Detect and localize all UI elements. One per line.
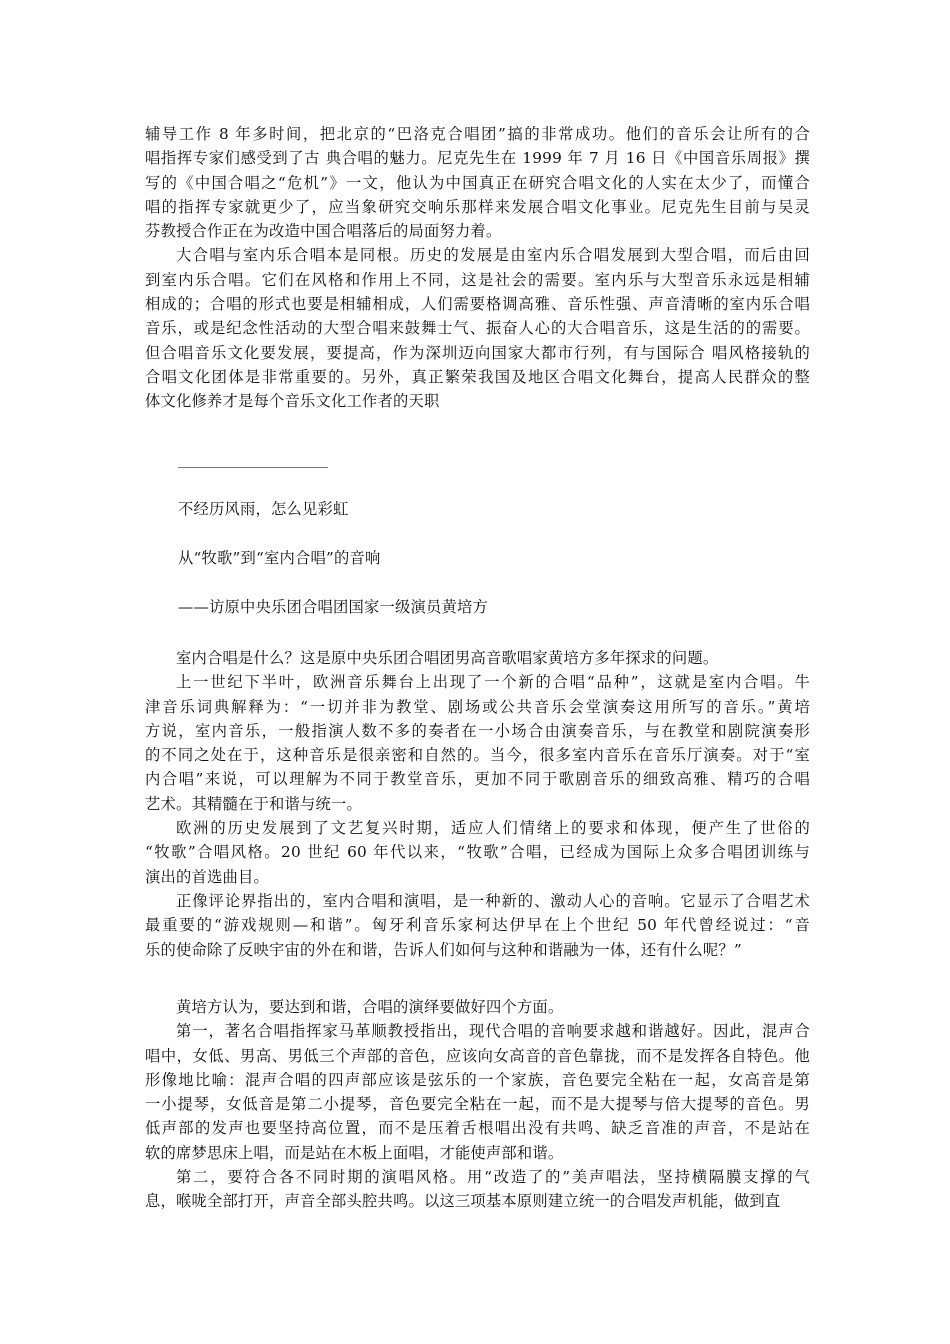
text-line: 第一，著名合唱指挥家马革顺教授指出，现代合唱的音响要求越和谐越好。因此，混声合 [176, 1022, 810, 1041]
text-line: 方说，室内音乐，一般指演人数不多的奏者在一小场合由演奏音乐，与在教堂和剧院演奏形 [145, 721, 810, 740]
text-line: 形像地比喻：混声合唱的四声部应该是弦乐的一个家族，音色要完全粘在一起，女高音是第 [145, 1070, 810, 1089]
text-line: 的不同之处在于，这种音乐是很亲密和自然的。当今，很多室内音乐在音乐厅演奏。对于“室 [145, 746, 810, 765]
text-line: 第二，要符合各不同时期的演唱风格。用“改造了的”美声唱法，坚持横隔膜支撑的气 [176, 1168, 810, 1187]
text-line: 一小提琴，女低音是第二小提琴，音色要完全粘在一起，而不是大提琴与倍大提琴的音色。男 [145, 1095, 810, 1114]
text-line: 音乐，或是纪念性活动的大型合唱来鼓舞士气、振奋人心的大合唱音乐，这是生活的的需要。 [145, 319, 810, 338]
text-line: 息，喉咙全部打开，声音全部头腔共鸣。以这三项基本原则建立统一的合唱发声机能，做到直 [145, 1192, 781, 1211]
paragraph [145, 646, 810, 670]
article-body [145, 646, 810, 962]
paragraph [145, 243, 810, 413]
paragraph [145, 670, 810, 816]
text-line: 最重要的“游戏规则—和谐”。匈牙利音乐家柯达伊早在上个世纪 50 年代曾经说过：“音 [145, 916, 810, 935]
article-title: 不经历风雨，怎么见彩虹 [178, 500, 349, 518]
paragraph [145, 995, 810, 1019]
text-line: 唱指挥专家们感受到了古 典合唱的魅力。尼克先生在 1999 年 7 月 16 日《中国音乐周报》撰 [145, 149, 810, 168]
article-byline: ——访原中央乐团合唱团国家一级演员黄培方 [178, 598, 488, 616]
text-line: 软的席梦思床上唱，而是站在木板上面唱，才能使声部和谐。 [145, 1143, 564, 1162]
text-line: 室内合唱是什么？这是原中央乐团合唱团男高音歌唱家黄培方多年探求的问题。 [176, 649, 719, 667]
text-line: 唱的指挥专家就更少了，应当象研究交响乐那样来发展合唱文化事业。尼克先生目前与吴灵 [145, 197, 810, 216]
paragraph [145, 122, 810, 243]
text-line: “牧歌”合唱风格。20 世纪 60 年代以来，“牧歌”合唱，已经成为国际上众多合唱团训练与 [145, 843, 810, 862]
text-line: 黄培方认为，要达到和谐，合唱的演绎要做好四个方面。 [176, 998, 564, 1016]
article-body-continued [145, 995, 810, 1214]
paragraph [145, 816, 810, 889]
text-line: 乐的使命除了反映宇宙的外在和谐，告诉人们如何与这种和谐融为一体，还有什么呢？” [145, 940, 742, 959]
text-line: 正像评论界指出的，室内合唱和演唱，是一种新的、激动人心的音响。它显示了合唱艺术 [176, 891, 810, 910]
text-line: 演出的首选曲目。 [145, 867, 269, 886]
section-divider [178, 467, 328, 468]
text-line: 但合唱音乐文化要发展，要提高，作为深圳迈向国家大都市行列，有与国际合 唱风格接轨的 [145, 343, 810, 362]
text-line: 欧洲的历史发展到了文艺复兴时期，适应人们情绪上的要求和体现，便产生了世俗的 [176, 819, 810, 838]
text-line: 艺术。其精髓在于和谐与统一。 [145, 794, 362, 813]
text-line: 合唱文化团体是非常重要的。另外，真正繁荣我国及地区合唱文化舞台，提高人民群众的整 [145, 367, 810, 386]
article-subtitle: 从“牧歌”到“室内合唱”的音响 [178, 549, 381, 567]
article-continuation [145, 122, 810, 414]
text-line: 津音乐词典解释为：“一切并非为教堂、剧场或公共音乐会堂演奏这用所写的音乐。”黄培 [145, 697, 810, 716]
paragraph [145, 1165, 810, 1214]
text-line: 相成的；合唱的形式也要是相辅相成，人们需要格调高雅、音乐性强、声音清晰的室内乐合唱 [145, 295, 810, 314]
text-line: 上一世纪下半叶，欧洲音乐舞台上出现了一个新的合唱“品种”，这就是室内合唱。牛 [176, 673, 810, 692]
text-line: 辅导工作 8 年多时间，把北京的“巴洛克合唱团”搞的非常成功。他们的音乐会让所有的合 [145, 125, 810, 143]
text-line: 芬教授合作正在为改造中国合唱落后的局面努力着。 [145, 222, 502, 241]
paragraph [145, 889, 810, 962]
text-line: 写的《中国合唱之“危机”》一文，他认为中国真正在研究合唱文化的人实在太少了，而懂合 [145, 173, 810, 192]
text-line: 低声部的发声也要坚持高位置，而不是压着舌根唱出没有共鸣、缺乏音准的声音，不是站在 [145, 1119, 810, 1138]
text-line: 到室内乐合唱。它们在风格和作用上不同，这是社会的需要。室内乐与大型音乐永远是相辅 [145, 270, 810, 289]
text-line: 大合唱与室内乐合唱本是同根。历史的发展是由室内乐合唱发展到大型合唱，而后由回 [176, 246, 810, 265]
text-line: 内合唱”来说，可以理解为不同于教堂音乐，更加不同于歌剧音乐的细致高雅、精巧的合唱 [145, 770, 810, 789]
paragraph [145, 1019, 810, 1165]
text-line: 唱中，女低、男高、男低三个声部的音色，应该向女高音的音色靠拢，而不是发挥各自特色。他 [145, 1046, 810, 1065]
text-line: 体文化修养才是每个音乐文化工作者的天职 [145, 392, 440, 411]
